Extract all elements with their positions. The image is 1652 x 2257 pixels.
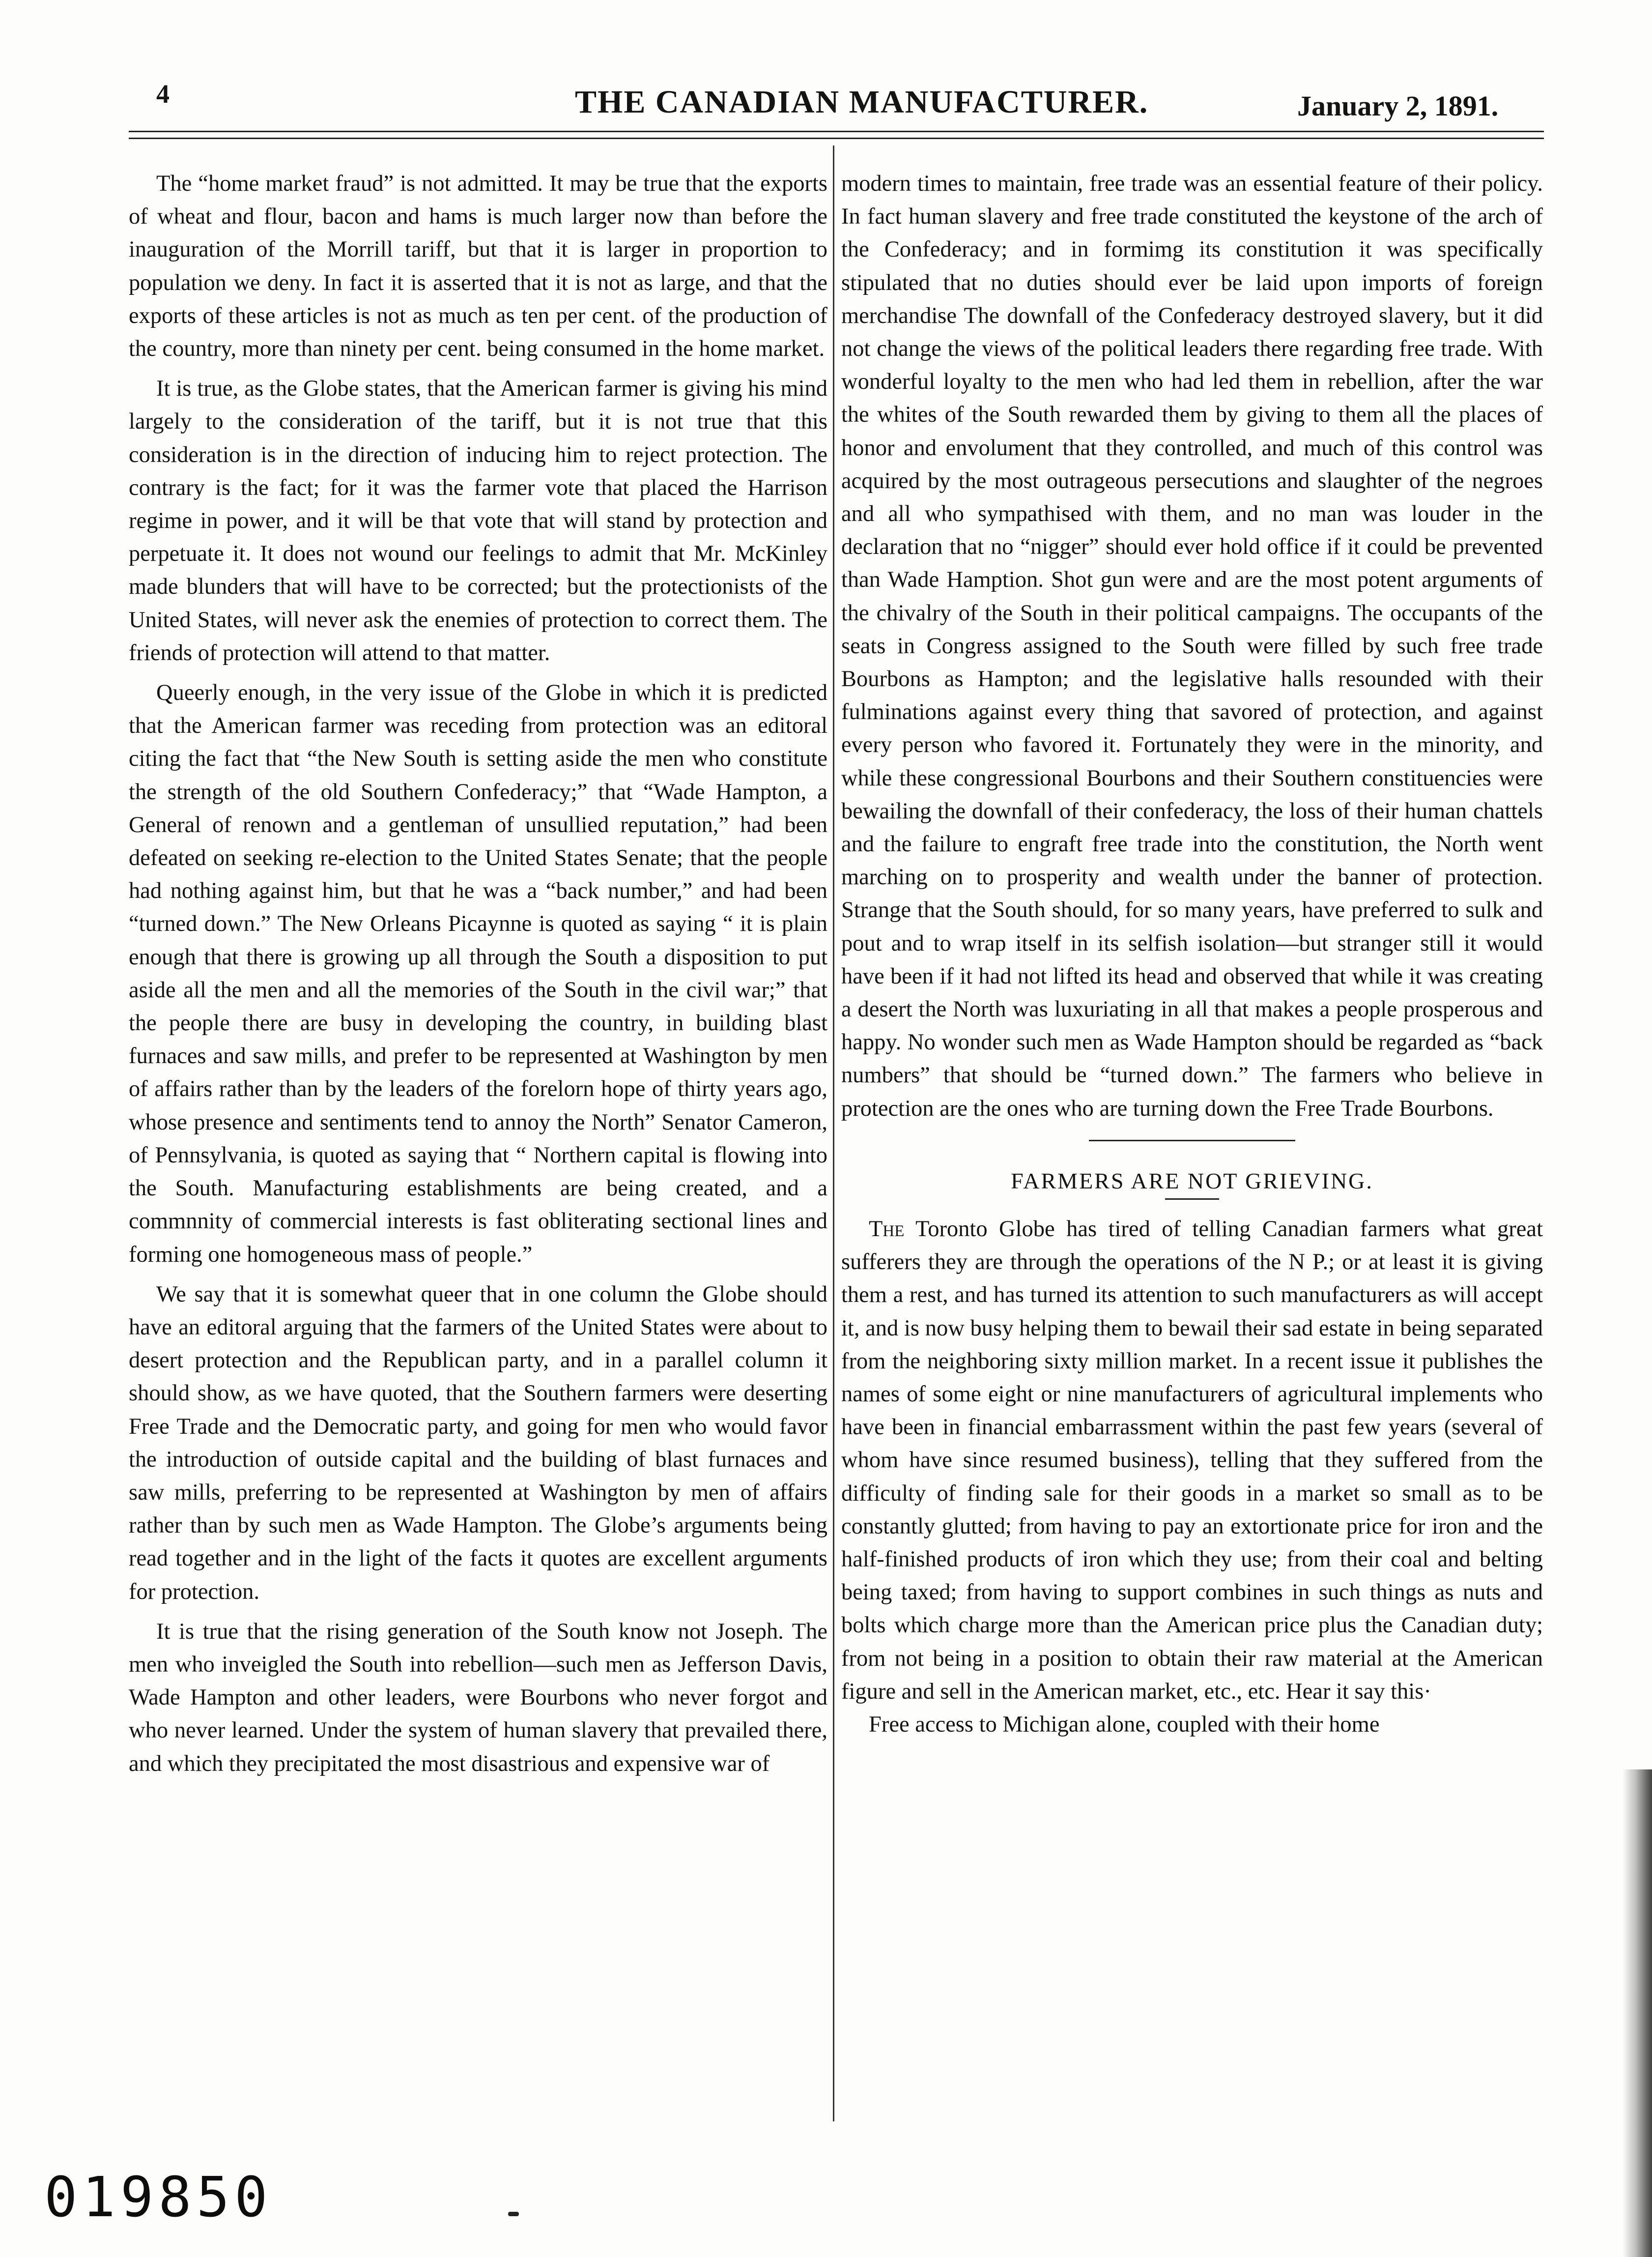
paragraph-home-market: The “home market fraud” is not admitted. It may be true that the exports of wheat and flour, bacon and hams is much larger now than before the inauguration of the Morrill tariff, but that it is larger in proportion to population we deny. In fact it is asserted that it is not as large, and that the exports of these articles is not as much as ten per cent. of the production of the country, more than ninety per cent. being consumed in the home market. bbox=[129, 171, 827, 362]
issue-date: January 2, 1891. bbox=[1297, 90, 1499, 122]
lead-word: The bbox=[869, 1216, 905, 1242]
microfilm-serial-number: 019850 bbox=[44, 2166, 273, 2229]
paragraph-new-south: Queerly enough, in the very issue of the Globe in which it is predicted that the American farmer was receding from protection was an editoral citing the fact that “the New South is setting aside the men who constitute the strength of the old Southern Confederacy;” that “Wade Hampton, a General of renown and a gentleman of unsullied reputation,” had been defeated on seeking re-election to the United States Senate; that the people had nothing against him, but that he was a “back number,” and had been “turned down.” The New Orleans Picaynne is quoted as saying “ it is plain enough that there is growing up all through the South a disposition to put aside all the men and all the memories of the South in the civil war;” that the people there are busy in developing the country, in building blast furnaces and saw mills, and prefer to be represented at Washington by men of affairs rather than by the leaders of the forelorn hope of thirty years ago, whose presence and sentiments tend to annoy the North” Senator Cameron, of Pennsylvania, is quoted as saying that “ Northern capital is flowing into the South. Manufacturing establishments are being created, and a commnnity of commercial interests is fast obliterating sectional lines and forming one homogeneous mass of people.” bbox=[129, 680, 827, 1267]
left-column bbox=[129, 167, 827, 1780]
right-column bbox=[841, 167, 1543, 1741]
article-body: Toronto Globe has tired of telling Canadian farmers what great sufferers they are through the operations of the N P.; or at least it is giving them a rest, and has turned its attention to such manufacturers as will accept it, and is now busy helping them to bewail their sad estate in being separated from the neighboring sixty million market. In a recent issue it publishes the names of some eight or nine manufacturers of agricultural implements who have been in financial embarrassment within the past few years (several of whom have since resumed business), telling that they suffered from the difficulty of finding sale for their goods in a market so small as to be constantly glutted; from having to pay an extortionate price for iron and the half-finished products of iron which they use; from their coal and belting being taxed; from having to support combines in such things as nuts and bolts which charge more than the American price plus the Canadian duty; from not being in a position to obtain their raw material at the American figure and sell in the American market, etc., etc. Hear it say this· bbox=[841, 1216, 1543, 1704]
article-heading: FARMERS ARE NOT GRIEVING. bbox=[1011, 1168, 1373, 1193]
paragraph-farmers-not-grieving bbox=[841, 1213, 1543, 1708]
scan-speck bbox=[508, 2212, 519, 2216]
paragraph-continuation: modern times to maintain, free trade was an essential feature of their policy. In fact human slavery and free trade constituted the keystone of the arch of the Confederacy; and in formimg its constitution it was specifically stipulated that no duties should ever be laid upon imports of foreign merchandise The downfall of the Confederacy destroyed slavery, but it did not change the views of the political leaders there regarding free trade. With wonderful loyalty to the men who had led them in rebellion, after the war the whites of the South rewarded them by giving to them all the places of honor and envolument that they controlled, and much of this control was acquired by the most outrageous persecutions and slaughter of the negroes and all who sympathised with them, and no man was louder in the declaration that no “nigger” should ever hold office if it could be prevented than Wade Hamption. Shot gun were and are the most potent arguments of the chivalry of the South in their political campaigns. The occupants of the seats in Congress assigned to the South were filled by such free trade Bourbons as Hampton; and the legislative halls resounded with their fulminations against every thing that savored of protection, and against every person who favored it. Fortunately they were in the minority, and while these congressional Bourbons and their Southern constituencies were bewailing the downfall of their confederacy, the loss of their human chattels and the failure to engraft free trade into the constitution, the North went marching on to prosperity and wealth under the banner of protection. Strange that the South should, for so many years, have preferred to sulk and pout and to wrap itself in its selfish isolation—but stranger still it would have been if it had not lifted its head and observed that while it was creating a desert the North was luxuriating in all that makes a people prosperous and happy. No wonder such men as Wade Hampton should be regarded as “back numbers” that should be “turned down.” The farmers who believe in protection are the ones who are turning down the Free Trade Bourbons. bbox=[841, 171, 1543, 1121]
header-rule-bottom bbox=[129, 138, 1544, 139]
paragraph-free-access: Free access to Michigan alone, coupled with their home bbox=[869, 1711, 1380, 1737]
scan-edge-shadow bbox=[1623, 1769, 1652, 2257]
paragraph-queer-column: We say that it is somewhat queer that in one column the Globe should have an editoral arguing that the farmers of the United States were about to desert protection and the Republican party, and in a parallel column it should show, as we have quoted, that the Southern farmers were deserting Free Trade and the Democratic party, and going for men who would favor the introduction of outside capital and the building of blast furnaces and saw mills, preferring to be represented at Washington by men of affairs rather than by such men as Wade Hampton. The Globe’s arguments being read together and in the light of the facts it quotes are excellent arguments for protection. bbox=[129, 1281, 827, 1604]
paragraph-globe-farmer: It is true, as the Globe states, that the American farmer is giving his mind largely to the consideration of the tariff, but it is not true that this consideration is in the direction of inducing him to reject protection. The contrary is the fact; for it was the farmer vote that placed the Harrison regime in power, and it will be that vote that will stand by protection and perpetuate it. It does not wound our feelings to admit that Mr. McKinley made blunders that will have to be corrected; but the protectionists of the United States, will never ask the enemies of protection to correct them. The friends of protection will attend to that matter. bbox=[129, 376, 827, 666]
heading-underline bbox=[1165, 1198, 1219, 1200]
header-rule-top bbox=[129, 131, 1544, 132]
page-number: 4 bbox=[156, 79, 170, 109]
column-divider bbox=[833, 145, 834, 2121]
paragraph-rising-generation: It is true that the rising generation of the South know not Joseph. The men who inveigled the South into rebellion—such men as Jefferson Davis, Wade Hampton and other leaders, were Bourbons who never forgot and who never learned. Under the system of human slavery that prevailed there, and which they precipitated the most disastrious and expensive war of bbox=[129, 1619, 827, 1776]
journal-title: THE CANADIAN MANUFACTURER. bbox=[575, 84, 1149, 120]
section-separator bbox=[1089, 1140, 1295, 1141]
